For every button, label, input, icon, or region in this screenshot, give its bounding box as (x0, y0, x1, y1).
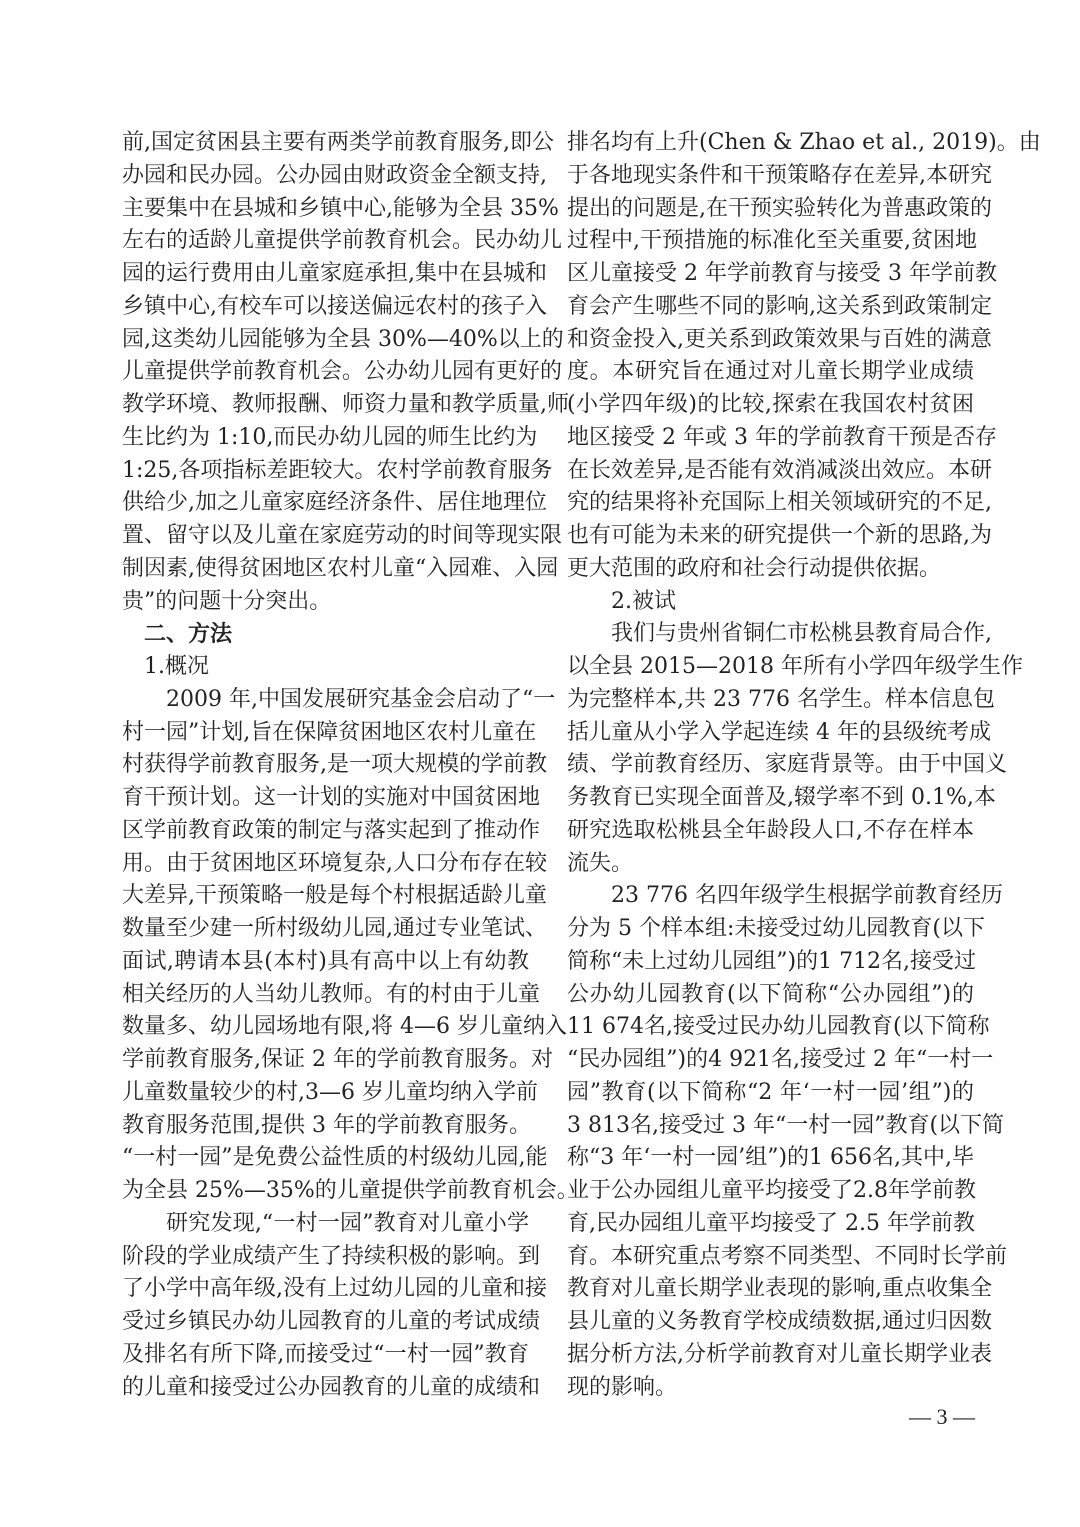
text-line: 分为 5 个样本组:未接受过幼儿园教育(以下 (567, 916, 985, 941)
text-line: 面试,聘请本县(本村)具有高中以上有幼教 (122, 948, 529, 974)
text-line: 办园和民办园。公办园由财政资金全额支持, (122, 162, 547, 188)
text-line: 1:25,各项指标差距较大。农村学前教育服务 (122, 457, 553, 483)
text-line: 儿童提供学前教育机会。公办幼儿园有更好的 (122, 359, 563, 385)
text-line: 提出的问题是,在干预实验转化为普惠政策的 (567, 195, 992, 221)
text-line: 为完整样本,共 23 776 名学生。样本信息包 (567, 686, 995, 712)
text-line: 区学前教育政策的制定与落实起到了推动作 (122, 817, 541, 843)
text-line: 了小学中高年级,没有上过幼儿园的儿童和接 (122, 1276, 547, 1302)
text-line: 度。本研究旨在通过对儿童长期学业成绩 (567, 359, 974, 385)
text-line: 现的影响。 (567, 1374, 678, 1400)
paragraph (567, 618, 1023, 880)
text-line: “一村一园”是免费公益性质的村级幼儿园,能 (122, 1145, 548, 1171)
text-line: 公办幼儿园教育(以下简称“公办园组”)的 (567, 981, 974, 1007)
text-line: 11 674名,接受过民办幼儿园教育(以下简称 (567, 1014, 990, 1040)
text-line: 的儿童和接受过公办园教育的儿童的成绩和 (122, 1374, 541, 1400)
text-line: 乡镇中心,有校车可以接送偏远农村的孩子入 (122, 293, 547, 319)
text-line: 二、方法 (144, 621, 233, 648)
text-line: 区儿童接受 2 年学前教育与接受 3 年学前教 (567, 261, 997, 286)
text-line: 我们与贵州省铜仁市松桃县教育局合作, (611, 621, 992, 647)
text-line: 育。本研究重点考察不同类型、不同时长学前 (567, 1243, 1008, 1269)
section-heading (122, 618, 529, 651)
text-line: 以全县 2015—2018 年所有小学四年级学生作 (567, 654, 1023, 679)
text-line: 研究选取松桃县全年龄段人口,不存在样本 (567, 817, 974, 843)
text-line: 过程中,干预措施的标准化至关重要,贫困地 (567, 228, 977, 254)
text-line: 受过乡镇民办幼儿园教育的儿童的考试成绩 (122, 1309, 541, 1334)
text-line: 教学环境、教师报酬、师资力量和教学质量,师 (122, 392, 569, 417)
text-line: 更大范围的政府和社会行动提供依据。 (567, 555, 942, 581)
text-line: 研究发现,“一村一园”教育对儿童小学 (166, 1210, 529, 1236)
text-line: 育会产生哪些不同的影响,这关系到政策制定 (567, 293, 992, 319)
text-line: 贵”的问题十分突出。 (122, 588, 332, 614)
text-line: 在长效差异,是否能有效消减淡出效应。本研 (567, 457, 992, 483)
paragraph (567, 880, 1008, 1404)
text-line: 称“3 年‘一村一园’组”)的1 656名,其中,毕 (567, 1145, 975, 1171)
paragraph (122, 684, 579, 1208)
text-line: 儿童数量较少的村,3—6 岁儿童均纳入学前 (122, 1079, 538, 1105)
text-line: 阶段的学业成绩产生了持续积极的影响。到 (122, 1243, 541, 1269)
text-line: 生比约为 1:10,而民办幼儿园的师生比约为 (122, 424, 538, 450)
text-line: 供给少,加之儿童家庭经济条件、居住地理位 (122, 490, 547, 516)
text-line: 于各地现实条件和干预策略存在差异,本研究 (567, 162, 992, 188)
text-line: 园,这类幼儿园能够为全县 30%—40%以上的 (122, 326, 564, 352)
text-line: 2009 年,中国发展研究基金会启动了“一 (166, 686, 556, 712)
paragraph (567, 127, 1041, 586)
paragraph (122, 1208, 547, 1405)
subsection-heading (122, 651, 529, 684)
text-line: 村获得学前教育服务,是一项大规模的学前教 (122, 752, 547, 778)
text-line: 流失。 (567, 850, 634, 876)
text-line: 前,国定贫困县主要有两类学前教育服务,即公 (122, 130, 554, 155)
text-line: 括儿童从小学入学起连续 4 年的县级统考成 (567, 719, 991, 745)
text-line: 23 776 名四年级学生根据学前教育经历 (611, 883, 1003, 909)
text-line: 3 813名,接受过 3 年“一村一园”教育(以下简 (567, 1112, 1005, 1138)
page-number: — 3 — (909, 1404, 975, 1429)
text-line: 据分析方法,分析学前教育对儿童长期学业表 (567, 1341, 992, 1367)
text-line: 为全县 25%—35%的儿童提供学前教育机会。 (122, 1178, 579, 1203)
text-line: 育干预计划。这一计划的实施对中国贫困地 (122, 785, 541, 810)
text-line: 置、留守以及儿童在家庭劳动的时间等现实限 (122, 523, 563, 548)
text-line: 村一园”计划,旨在保障贫困地区农村儿童在 (122, 719, 537, 745)
text-line: 务教育已实现全面普及,辍学率不到 0.1%,本 (567, 785, 996, 810)
text-line: 也有可能为未来的研究提供一个新的思路,为 (567, 523, 992, 548)
text-line: 教育对儿童长期学业表现的影响,重点收集全 (567, 1276, 992, 1302)
right-column (567, 127, 1041, 1404)
left-column (122, 127, 579, 1404)
text-line: 教育服务范围,提供 3 年的学前教育服务。 (122, 1112, 531, 1138)
text-line: 数量多、幼儿园场地有限,将 4—6 岁儿童纳入 (122, 1014, 567, 1040)
text-line: (小学四年级)的比较,探索在我国农村贫困 (567, 392, 974, 417)
text-line: 绩、学前教育经历、家庭背景等。由于中国义 (567, 752, 1008, 778)
text-line: 制因素,使得贫困地区农村儿童“入园难、入园 (122, 555, 559, 581)
text-line: 1.概况 (144, 654, 209, 679)
text-line: 大差异,干预策略一般是每个村根据适龄儿童 (122, 883, 547, 909)
subsection-heading (567, 586, 974, 619)
text-line: 及排名有所下降,而接受过“一村一园”教育 (122, 1341, 529, 1367)
text-line: 用。由于贫困地区环境复杂,人口分布存在较 (122, 850, 547, 876)
paragraph (122, 127, 569, 618)
text-line: 和资金投入,更关系到政策效果与百姓的满意 (567, 326, 992, 352)
text-line: 相关经历的人当幼儿教师。有的村由于儿童 (122, 981, 541, 1007)
text-line: 2.被试 (611, 588, 676, 614)
text-line: 园的运行费用由儿童家庭承担,集中在县城和 (122, 261, 547, 286)
text-line: 排名均有上升(Chen & Zhao et al., 2019)。由 (567, 130, 1041, 155)
text-line: 业于公办园组儿童平均接受了2.8年学前教 (567, 1178, 976, 1203)
text-line: 主要集中在县城和乡镇中心,能够为全县 35% (122, 195, 559, 221)
text-line: 地区接受 2 年或 3 年的学前教育干预是否存 (567, 424, 997, 450)
text-line: 学前教育服务,保证 2 年的学前教育服务。对 (122, 1047, 553, 1072)
text-line: “民办园组”)的4 921名,接受过 2 年“一村一 (567, 1047, 994, 1072)
text-line: 简称“未上过幼儿园组”)的1 712名,接受过 (567, 948, 977, 974)
text-line: 育,民办园组儿童平均接受了 2.5 年学前教 (567, 1210, 975, 1236)
text-line: 县儿童的义务教育学校成绩数据,通过归因数 (567, 1309, 992, 1334)
text-line: 数量至少建一所村级幼儿园,通过专业笔试、 (122, 916, 547, 941)
text-line: 左右的适龄儿童提供学前教育机会。民办幼儿 (122, 228, 563, 254)
text-line: 究的结果将补充国际上相关领域研究的不足, (567, 490, 992, 516)
text-line: 园”教育(以下简称“2 年‘一村一园’组”)的 (567, 1079, 974, 1105)
